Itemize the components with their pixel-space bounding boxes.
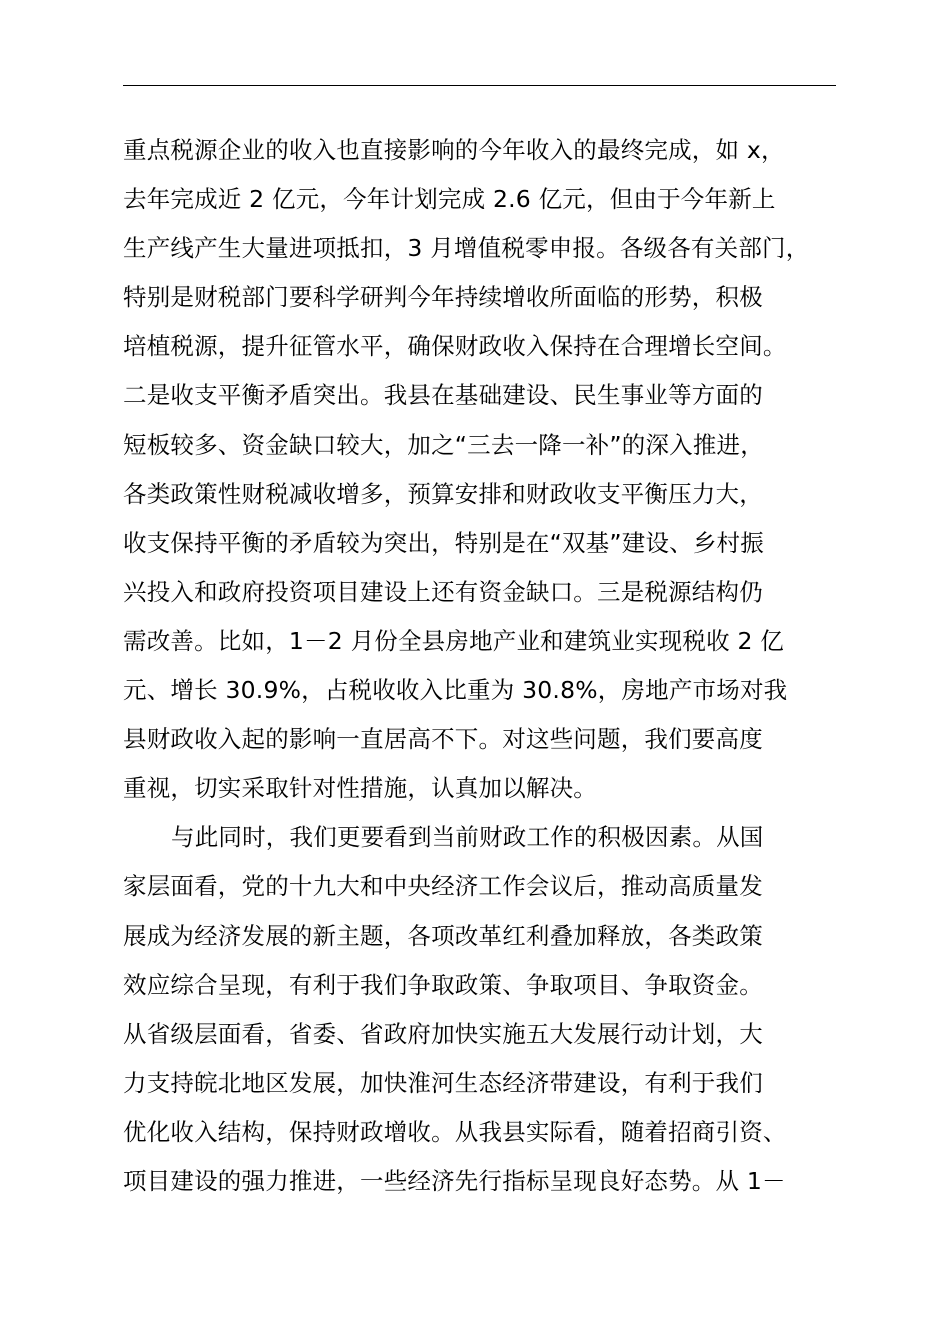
text-line: 项目建设的强力推进，一些经济先行指标呈现良好态势。从 1－ (123, 1166, 786, 1195)
text-line: 优化收入结构，保持财政增收。从我县实际看，随着招商引资、 (123, 1117, 787, 1146)
text-line: 效应综合呈现，有利于我们争取政策、争取项目、争取资金。 (123, 970, 763, 999)
text-line: 特别是财税部门要科学研判今年持续增收所面临的形势，积极 (123, 283, 763, 312)
text-line: 生产线产生大量进项抵扣，3 月增值税零申报。各级各有关部门， (123, 234, 810, 263)
text-line: 培植税源，提升征管水平，确保财政收入保持在合理增长空间。 (123, 332, 787, 361)
text-line: 县财政收入起的影响一直居高不下。对这些问题，我们要高度 (123, 725, 763, 754)
text-line: 重点税源企业的收入也直接影响的今年收入的最终完成，如 x， (123, 136, 785, 164)
text-line: 去年完成近 2 亿元，今年计划完成 2.6 亿元，但由于今年新上 (123, 185, 776, 214)
text-line: 需改善。比如，1－2 月份全县房地产业和建筑业实现税收 2 亿 (123, 626, 784, 655)
text-line: 各类政策性财税减收增多，预算安排和财政收支平衡压力大， (123, 479, 763, 508)
text-line: 从省级层面看，省委、省政府加快实施五大发展行动计划，大 (123, 1019, 763, 1048)
text-line: 元、增长 30.9%，占税收收入比重为 30.8%，房地产市场对我 (123, 676, 788, 705)
paragraph-first-line: 与此同时，我们更要看到当前财政工作的积极因素。从国 (171, 823, 764, 852)
text-line: 收支保持平衡的矛盾较为突出，特别是在“双基”建设、乡村振 (123, 528, 764, 557)
document-body (123, 126, 863, 1206)
text-line: 展成为经济发展的新主题，各项改革红利叠加释放，各类政策 (123, 921, 763, 950)
text-line: 短板较多、资金缺口较大，加之“三去一降一补”的深入推进， (123, 430, 764, 459)
text-line: 兴投入和政府投资项目建设上还有资金缺口。三是税源结构仍 (123, 577, 763, 606)
text-line: 二是收支平衡矛盾突出。我县在基础建设、民生事业等方面的 (123, 381, 763, 410)
header-rule (123, 85, 836, 86)
text-line: 重视，切实采取针对性措施，认真加以解决。 (123, 774, 597, 803)
text-line: 力支持皖北地区发展，加快淮河生态经济带建设，有利于我们 (123, 1068, 763, 1097)
text-line: 家层面看，党的十九大和中央经济工作会议后，推动高质量发 (123, 872, 763, 901)
